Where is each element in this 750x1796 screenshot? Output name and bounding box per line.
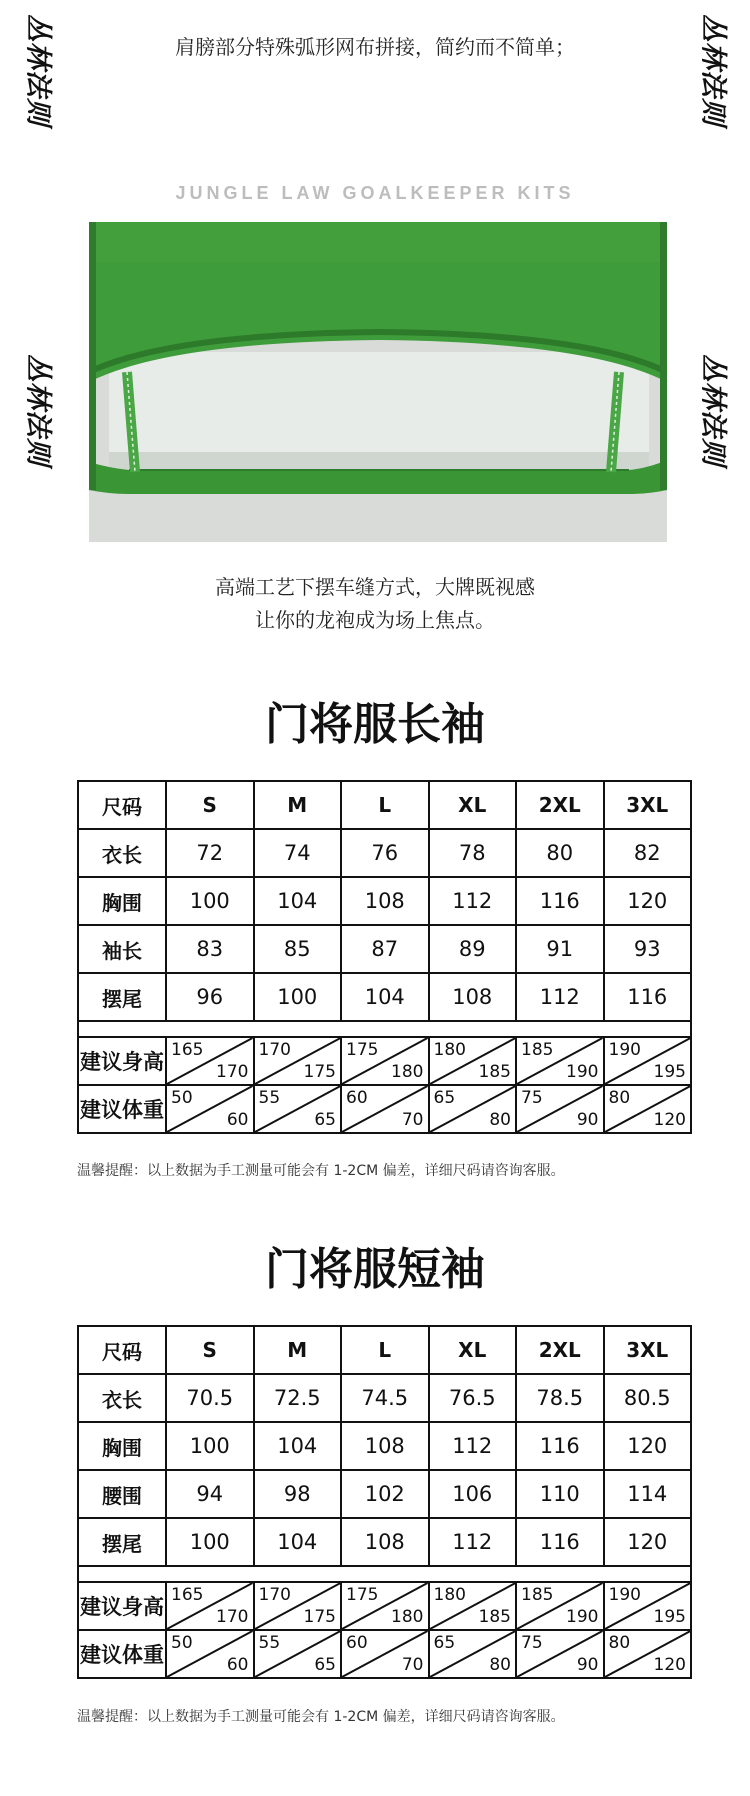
row-label: 建议身高 <box>78 1037 166 1085</box>
header-cell: L <box>341 781 429 829</box>
header-cell: L <box>341 1326 429 1374</box>
table-cell: 89 <box>429 925 517 973</box>
range-cell: 175 180 <box>341 1037 429 1085</box>
short-sleeve-size-table <box>77 1325 692 1679</box>
weight-row <box>78 1630 691 1678</box>
range-cell: 185 190 <box>516 1037 604 1085</box>
range-cell: 60 70 <box>341 1630 429 1678</box>
table-row <box>78 925 691 973</box>
range-cell: 65 80 <box>429 1630 517 1678</box>
row-label: 腰围 <box>78 1470 166 1518</box>
weight-row <box>78 1085 691 1133</box>
table-cell: 104 <box>254 1422 342 1470</box>
header-cell: XL <box>429 1326 517 1374</box>
table-spacer-row <box>78 1566 691 1582</box>
brand-tagline: JUNGLE LAW GOALKEEPER KITS <box>175 183 575 203</box>
range-cell: 185 190 <box>516 1582 604 1630</box>
table-cell: 108 <box>341 1422 429 1470</box>
table-cell: 76 <box>341 829 429 877</box>
table-row <box>78 973 691 1021</box>
header-cell: M <box>254 781 342 829</box>
table-cell: 112 <box>429 1518 517 1566</box>
table-cell: 80.5 <box>604 1374 692 1422</box>
table-header-row <box>78 781 691 829</box>
table-row <box>78 829 691 877</box>
row-label: 衣长 <box>78 1374 166 1422</box>
long-sleeve-note: 温馨提醒：以上数据为手工测量可能会有 1-2CM 偏差，详细尺码请咨询客服。 <box>77 1163 565 1179</box>
range-cell: 190 195 <box>604 1037 692 1085</box>
table-cell: 91 <box>516 925 604 973</box>
hem-caption-line1: 高端工艺下摆车缝方式，大牌既视感 <box>215 575 535 599</box>
table-cell: 116 <box>516 1422 604 1470</box>
table-row <box>78 1470 691 1518</box>
range-cell: 175 180 <box>341 1582 429 1630</box>
header-cell: S <box>166 1326 254 1374</box>
range-cell: 50 60 <box>166 1630 254 1678</box>
table-cell: 70.5 <box>166 1374 254 1422</box>
table-cell: 104 <box>341 973 429 1021</box>
row-label: 胸围 <box>78 1422 166 1470</box>
table-row <box>78 1422 691 1470</box>
row-label: 建议体重 <box>78 1085 166 1133</box>
table-cell: 82 <box>604 829 692 877</box>
table-cell: 72.5 <box>254 1374 342 1422</box>
table-cell: 106 <box>429 1470 517 1518</box>
table-cell: 116 <box>604 973 692 1021</box>
long-sleeve-title: 门将服长袖 <box>265 699 485 750</box>
range-cell: 165 170 <box>166 1037 254 1085</box>
range-cell: 50 60 <box>166 1085 254 1133</box>
row-label: 摆尾 <box>78 1518 166 1566</box>
table-cell: 108 <box>341 1518 429 1566</box>
table-cell: 72 <box>166 829 254 877</box>
table-cell: 100 <box>166 1518 254 1566</box>
table-cell: 120 <box>604 877 692 925</box>
table-cell: 102 <box>341 1470 429 1518</box>
table-cell: 98 <box>254 1470 342 1518</box>
range-cell: 80 120 <box>604 1085 692 1133</box>
header-cell: 尺码 <box>78 1326 166 1374</box>
range-cell: 165 170 <box>166 1582 254 1630</box>
table-cell: 74.5 <box>341 1374 429 1422</box>
header-cell: 3XL <box>604 781 692 829</box>
table-cell: 93 <box>604 925 692 973</box>
table-cell: 112 <box>429 1422 517 1470</box>
row-label: 建议身高 <box>78 1582 166 1630</box>
table-cell: 116 <box>516 877 604 925</box>
table-cell: 120 <box>604 1518 692 1566</box>
table-row <box>78 1374 691 1422</box>
range-cell: 75 90 <box>516 1085 604 1133</box>
table-cell: 104 <box>254 877 342 925</box>
table-cell: 114 <box>604 1470 692 1518</box>
header-cell: M <box>254 1326 342 1374</box>
table-row <box>78 877 691 925</box>
height-row <box>78 1582 691 1630</box>
range-cell: 80 120 <box>604 1630 692 1678</box>
table-cell: 112 <box>429 877 517 925</box>
table-cell: 78.5 <box>516 1374 604 1422</box>
table-cell: 108 <box>341 877 429 925</box>
range-cell: 55 65 <box>254 1630 342 1678</box>
header-cell: 2XL <box>516 1326 604 1374</box>
table-cell: 104 <box>254 1518 342 1566</box>
brand-logo-right-mid: 丛林法则 <box>697 354 729 466</box>
header-cell: 2XL <box>516 781 604 829</box>
header-cell: 3XL <box>604 1326 692 1374</box>
table-cell: 96 <box>166 973 254 1021</box>
header-cell: S <box>166 781 254 829</box>
shoulder-caption: 肩膀部分特殊弧形网布拼接，简约而不简单； <box>175 35 575 59</box>
table-cell: 110 <box>516 1470 604 1518</box>
range-cell: 190 195 <box>604 1582 692 1630</box>
jersey-hem-photo <box>89 222 667 542</box>
table-cell: 108 <box>429 973 517 1021</box>
long-sleeve-size-table <box>77 780 692 1134</box>
range-cell: 75 90 <box>516 1630 604 1678</box>
brand-logo-left-top: 丛林法则 <box>22 14 54 126</box>
range-cell: 65 80 <box>429 1085 517 1133</box>
table-cell: 83 <box>166 925 254 973</box>
table-spacer-row <box>78 1021 691 1037</box>
table-cell: 116 <box>516 1518 604 1566</box>
range-cell: 55 65 <box>254 1085 342 1133</box>
table-cell: 74 <box>254 829 342 877</box>
table-cell: 80 <box>516 829 604 877</box>
row-label: 摆尾 <box>78 973 166 1021</box>
header-cell: XL <box>429 781 517 829</box>
range-cell: 180 185 <box>429 1582 517 1630</box>
table-cell: 87 <box>341 925 429 973</box>
table-cell: 85 <box>254 925 342 973</box>
table-cell: 76.5 <box>429 1374 517 1422</box>
table-cell: 100 <box>166 877 254 925</box>
row-label: 衣长 <box>78 829 166 877</box>
height-row <box>78 1037 691 1085</box>
brand-logo-left-mid: 丛林法则 <box>22 354 54 466</box>
short-sleeve-note: 温馨提醒：以上数据为手工测量可能会有 1-2CM 偏差，详细尺码请咨询客服。 <box>77 1709 565 1725</box>
short-sleeve-title: 门将服短袖 <box>265 1244 485 1295</box>
range-cell: 170 175 <box>254 1582 342 1630</box>
table-header-row <box>78 1326 691 1374</box>
row-label: 胸围 <box>78 877 166 925</box>
row-label: 袖长 <box>78 925 166 973</box>
table-cell: 78 <box>429 829 517 877</box>
table-cell: 112 <box>516 973 604 1021</box>
table-cell: 100 <box>254 973 342 1021</box>
table-cell: 94 <box>166 1470 254 1518</box>
range-cell: 60 70 <box>341 1085 429 1133</box>
row-label: 建议体重 <box>78 1630 166 1678</box>
range-cell: 180 185 <box>429 1037 517 1085</box>
header-cell: 尺码 <box>78 781 166 829</box>
range-cell: 170 175 <box>254 1037 342 1085</box>
table-cell: 100 <box>166 1422 254 1470</box>
table-cell: 120 <box>604 1422 692 1470</box>
table-row <box>78 1518 691 1566</box>
hem-caption-line2: 让你的龙袍成为场上焦点。 <box>255 608 495 632</box>
brand-logo-right-top: 丛林法则 <box>697 14 729 126</box>
